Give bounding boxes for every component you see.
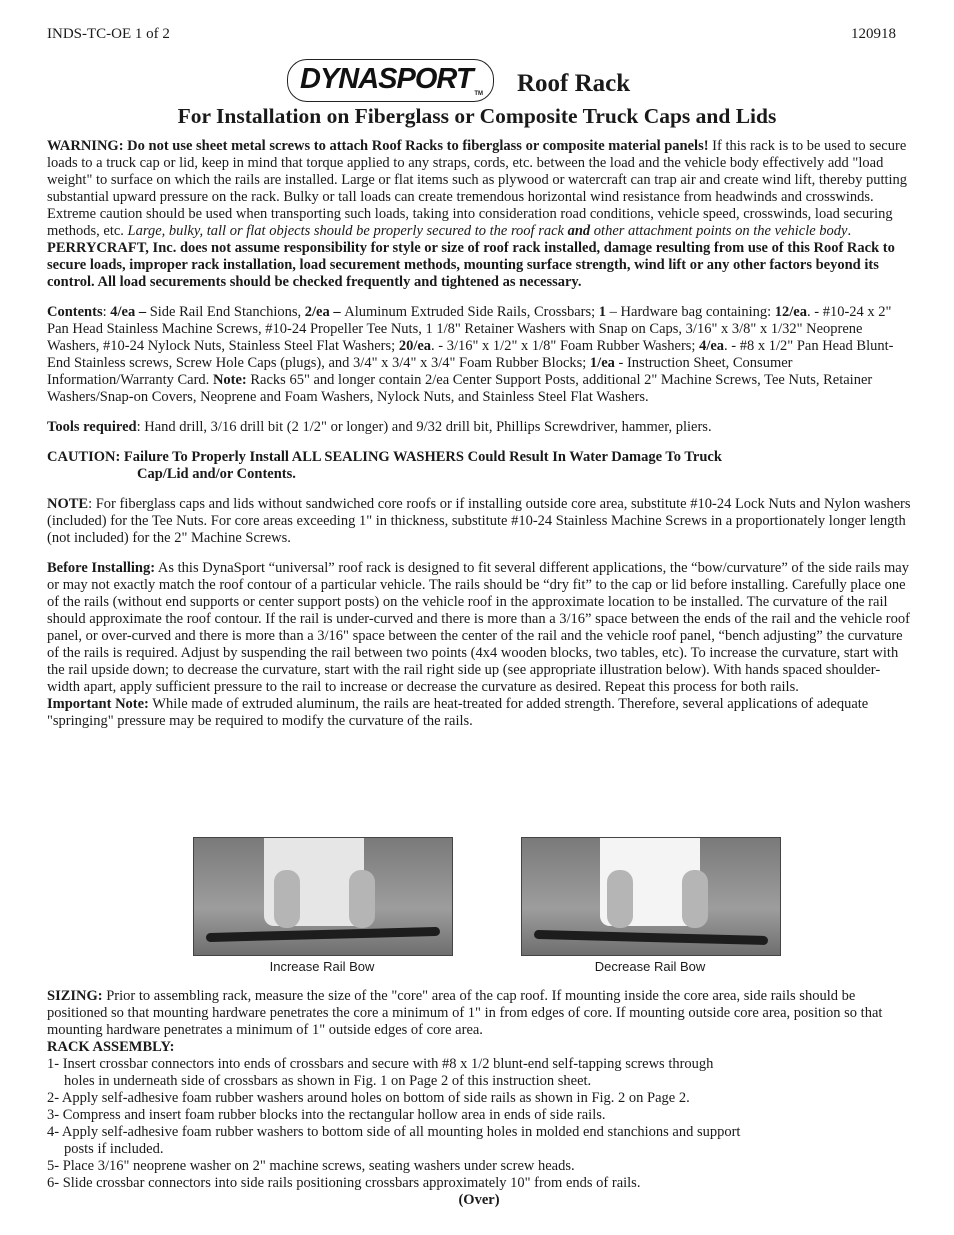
assembly-section [47,988,911,1209]
qty-2: 2/ea – [304,304,345,320]
logo-text: DYNASPORT [300,63,473,95]
step-3: 3- Compress and insert foam rubber blocks into the rectangular hollow area in ends of side rails. [47,1107,606,1123]
over-label: (Over) [458,1192,500,1208]
sizing-text: Prior to assembling rack, measure the size of the "core" area of the cap roof. If mounting inside the core area, side rails should be positioned so that mounting hardware penetrates the core a minimum of 1" in from edges of core. If mounting outside core area, position so that mounting hardware penetrates a minimum of 1" outside edges of core area. [47,988,883,1038]
logo-tm: TM [474,91,483,97]
before-text: As this DynaSport “universal” roof rack is designed to fit several different applications, the “bow/curvature” of the side rails may or may not exactly match the roof contour of a particular vehicle. The rails should be “dry fit” to the cap or lid before installing. Carefully place one of the rails (without end supports or center support posts) on the vehicle roof in the approximate location to be installed. The curvature of the rail should approximate the roof contour. If the rail is under-curved and there is more than a 3/16” space between the ends of the rail and the vehicle roof panel, or over-curved and there is more than a 3/16" space between the center of the rail and the vehicle roof panel, “bench adjusting” the curvature of the rails is required. Adjust by suspending the rail between two points (4x4 wooden blocks, two tables, etc). To increase the curvature, start with the rail upside down; to decrease the curvature, start with the rail right side up (see appropriate illustration below). With hands spaced shoulder-width apart, apply sufficient pressure to the rail to increase or decrease the curvature as desired. Repeat this process for both rails. [47,560,910,695]
item-5: . - 3/16" x 1/2" x 1/8" Foam Rubber Washers; [431,338,700,354]
assembly-heading [47,1039,911,1056]
contents-sep: : [102,304,111,320]
step-6: 6- Slide crossbar connectors into side rails positioning crossbars approximately 10" from ends of rails. [47,1175,641,1191]
warning-period: . [847,223,852,239]
caution-line-1: CAUTION: Failure To Properly Install ALL SEALING WASHERS Could Result In Water Damage To Truck [47,449,722,465]
sizing-paragraph [47,988,911,1039]
warning-lead: WARNING: Do not use sheet metal screws to attach Roof Racks to fiberglass or composite material panels! [47,138,709,154]
sizing-label: SIZING: [47,988,103,1004]
tools-text: : Hand drill, 3/16 drill bit (2 1/2" or longer) and 9/32 drill bit, Phillips Screwdriver, hammer, pliers. [136,419,712,435]
important-label: Important Note: [47,696,149,712]
item-4: . - #10-24 x 2" Pan Head Stainless Machine Screws, #10-24 Propeller Tee Nuts, 1 1/8" Retainer Washers with Snap on Caps, 3/16" x 3/8" x 1/32" Neoprene Washers, #10-24 Nylock Nuts, Stainless Steel Flat Washers; [47,304,892,354]
before-installing-paragraph [47,560,911,730]
qty-7: 1/ea [589,355,615,371]
disclaimer: PERRYCRAFT, Inc. does not assume responsibility for style or size of roof rack installed, damage resulting from use of this Roof Rack to secure loads, improper rack installation, load securement methods, mounting surface strength, wind lift or any other factors beyond its control. All load securements should be checked frequently and tightened as necessary. [47,240,895,290]
qty-6: 4/ea [699,338,725,354]
page-subtitle: For Installation on Fiberglass or Composite Truck Caps and Lids [177,104,777,128]
contents-paragraph [47,304,911,406]
assembly-step [47,1124,911,1158]
assembly-label: RACK ASSEMBLY: [47,1039,175,1055]
dynasport-logo [287,59,494,102]
step-1-cont: holes in underneath side of crossbars as shown in Fig. 1 on Page 2 of this instruction sheet. [64,1073,592,1089]
assembly-step [47,1175,911,1192]
photo-decrease-rail-bow [521,837,781,956]
warning-text: If this rack is to be used to secure loads to a truck cap or lid, keep in mind that torque applied to any straps, cords, etc. between the load and the vehicle body effectively add "load weight" to surface on which the rails are installed. Large or flat items such as plywood or watercraft can trap air and create wind lift, thereby putting substantial upward pressure on the rack. Bulky or tall loads can create tremendous horizontal wind resistance from headwinds and crosswinds. Extreme caution should be used when transporting such loads, taking into consideration road conditions, vehicle speed, crosswinds, load securing methods, etc. [47,138,908,239]
page-title: Roof Rack [517,70,631,97]
step-5: 5- Place 3/16" neoprene washer on 2" machine screws, seating washers under screw heads. [47,1158,575,1174]
tools-paragraph [47,419,911,436]
before-label: Before Installing: [47,560,156,576]
note-paragraph [47,496,911,547]
item-2: Aluminum Extruded Side Rails, Crossbars; [344,304,599,320]
warning-italic-bold: and [567,223,591,239]
warning-paragraph [47,138,911,291]
qty-5: 20/ea [398,338,432,354]
warning-italic-a: Large, bulky, tall or flat objects should be properly secured to the roof rack [127,223,568,239]
step-1: 1- Insert crossbar connectors into ends of crossbars and secure with #8 x 1/2 blunt-end self-tapping screws through [47,1056,714,1072]
step-4-cont: posts if included. [64,1141,164,1157]
note-text: : For fiberglass caps and lids without sandwiched core roofs or if installing outside core area, substitute #10-24 Lock Nuts and Nylon washers (included) for the Tee Nuts. For core areas exceeding 1" in thickness, substitute #10-24 Stainless Machine Screws in a proportionately longer length (not included) for the 2" Machine Screws. [47,496,911,546]
item-3: – Hardware bag containing: [606,304,775,320]
note-label: NOTE [47,496,89,512]
photo-row [193,837,783,977]
assembly-step [47,1056,911,1090]
important-text: While made of extruded aluminum, the rails are heat-treated for added strength. Therefore, several applications of adequate "springing" pressure may be required to modify the curvature of the rails. [47,696,869,729]
assembly-step [47,1158,911,1175]
qty-3: 1 [598,304,607,320]
tools-label: Tools required [47,419,137,435]
item-6: . - #8 x 1/2" Pan Head Blunt-End Stainless screws, Screw Hole Caps (plugs), and 3/4" x 3/4" x 3/4" Foam Rubber Blocks; [47,338,894,371]
contents-note: Racks 65" and longer contain 2/ea Center Support Posts, additional 2" Machine Screws, Tee Nuts, Retainer Washers/Snap-on Covers, Neoprene and Foam Washers, Nylock Nuts, and Stainless Steel Flat Washers. [47,372,873,405]
caption-increase: Increase Rail Bow [269,959,375,974]
warning-italic-b: other attachment points on the vehicle body [590,223,848,239]
step-4: 4- Apply self-adhesive foam rubber washers to bottom side of all mounting holes in molded end stanchions and support [47,1124,741,1140]
doc-number: 120918 [851,26,896,42]
qty-1: 4/ea – [110,304,150,320]
doc-id: INDS-TC-OE 1 of 2 [47,26,170,42]
body-text [47,138,911,730]
step-2: 2- Apply self-adhesive foam rubber washers around holes on bottom of side rails as shown in Fig. 2 on Page 2. [47,1090,690,1106]
photo-increase-rail-bow [193,837,453,956]
caution-paragraph [47,449,911,483]
qty-4: 12/ea [774,304,807,320]
caution-line-2: Cap/Lid and/or Contents. [137,466,296,482]
caption-decrease: Decrease Rail Bow [594,959,706,974]
item-1: Side Rail End Stanchions, [149,304,305,320]
assembly-step [47,1107,911,1124]
contents-note-label: Note: [212,372,247,388]
contents-label: Contents [47,304,103,320]
assembly-step [47,1090,911,1107]
item-7: - Instruction Sheet, Consumer Information/Warranty Card. [47,355,793,388]
